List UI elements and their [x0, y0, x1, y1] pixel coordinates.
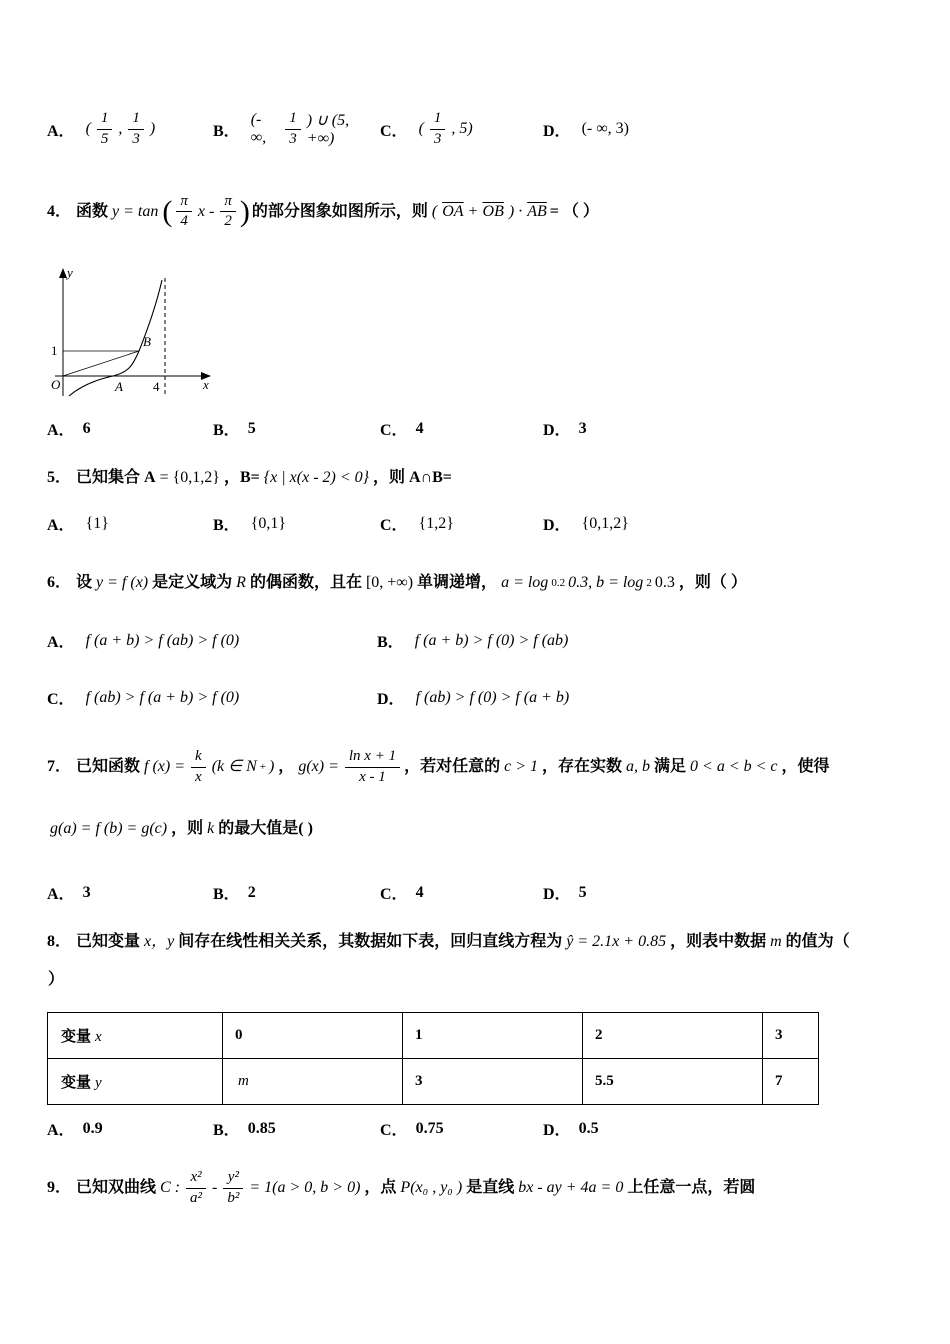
- option-label: D．: [543, 1122, 571, 1139]
- math-seg: ): [268, 758, 275, 775]
- stem-text: 已知双曲线: [76, 1179, 157, 1196]
- stem-text: 满足: [654, 758, 687, 775]
- vector-oa: $\overline{OA}$: [442, 202, 464, 220]
- header-var: y: [95, 1075, 102, 1091]
- cell-value: 0: [235, 1027, 243, 1043]
- q6-option-d: [377, 686, 572, 709]
- math-seg: y = f (x): [96, 574, 149, 591]
- q3-option-b: [213, 109, 380, 149]
- stem-text: 的值为（: [785, 933, 850, 950]
- n-plus-subscript: +: [259, 760, 266, 773]
- fraction-denominator: a²: [190, 1189, 203, 1206]
- answer-blank: = （ ）: [549, 202, 599, 220]
- math-seg: y = tan: [112, 202, 159, 220]
- q4-option-c: [380, 417, 543, 440]
- option-label: C．: [380, 517, 408, 534]
- option-value: {1,2}: [418, 514, 454, 532]
- fraction: [285, 109, 301, 149]
- math-seg: c > 1: [504, 758, 538, 775]
- question-number: 8．: [47, 933, 72, 950]
- q3-option-c: [380, 109, 543, 149]
- option-label: C．: [47, 691, 75, 708]
- option-value: {0,1}: [250, 514, 287, 532]
- math-seg: R: [236, 574, 246, 591]
- table-cell: [223, 1013, 403, 1059]
- stem-text: ，则 A∩B=: [373, 469, 452, 486]
- option-label: D．: [543, 886, 571, 903]
- fraction: [128, 109, 144, 149]
- q7-option-d: [543, 881, 587, 904]
- option-label: B．: [213, 422, 240, 439]
- fraction-denominator: 4: [180, 213, 188, 229]
- log-base-subscript: 2: [646, 576, 652, 589]
- tick-one-label: 1: [51, 343, 58, 358]
- option-label: D．: [543, 122, 571, 140]
- math-seg: (k ∈ N: [211, 758, 257, 775]
- stem-text: ，使得: [781, 758, 830, 775]
- stem-text: 已知集合 A: [76, 469, 156, 486]
- question-7-line-2: [47, 817, 910, 841]
- fraction: [345, 747, 400, 787]
- math-seg: a = log: [501, 574, 549, 591]
- fraction-denominator: 3: [433, 130, 442, 147]
- fraction-numerator: 1: [285, 109, 301, 130]
- math-seg: x -: [197, 202, 215, 220]
- option-label: C．: [380, 422, 408, 439]
- fraction: [220, 192, 236, 232]
- tangent-plot: [47, 264, 217, 402]
- stem-text: ，则（ ）: [678, 574, 747, 591]
- math-seg: f (x) =: [144, 758, 186, 775]
- stem-text: ，存在实数: [542, 758, 623, 775]
- option-value: 3: [578, 419, 587, 437]
- math-seg: (- ∞,: [250, 111, 267, 146]
- fraction: [97, 109, 113, 149]
- table-cell: [763, 1013, 819, 1059]
- stem-text: 上任意一点，若圆: [627, 1179, 756, 1196]
- stem-text: 设: [76, 574, 93, 591]
- point-b-label: B: [143, 334, 151, 349]
- stem-text: ）: [48, 971, 65, 988]
- point-a-label: A: [115, 379, 123, 394]
- q5-option-d: [543, 512, 632, 535]
- math-seg: ,: [118, 120, 123, 137]
- option-value: 0.85: [247, 1119, 276, 1137]
- question-8-line-2: [47, 968, 910, 992]
- math-seg: x，y: [144, 933, 175, 950]
- header-text: 变量: [61, 1075, 92, 1091]
- vector-ob: $\overline{OB}$: [482, 202, 504, 220]
- stem-text: 已知函数: [76, 758, 141, 775]
- question-6-stem: [47, 571, 910, 595]
- option-label: A．: [47, 422, 75, 439]
- math-seg: ) ·: [508, 202, 523, 220]
- question-number: 5．: [47, 469, 72, 486]
- math-seg: bx - ay + 4a = 0: [518, 1179, 624, 1196]
- question-number: 9．: [47, 1179, 72, 1196]
- question-number: 7．: [47, 758, 72, 775]
- stem-text: ，B=: [223, 469, 260, 486]
- fraction-numerator: k: [191, 747, 206, 768]
- option-label: B．: [213, 517, 240, 534]
- header-var: x: [95, 1029, 102, 1045]
- question-8-stem: [47, 930, 910, 954]
- cell-value: 2: [595, 1027, 603, 1043]
- option-label: A．: [47, 1122, 75, 1139]
- option-value: f (a + b) > f (0) > f (ab): [414, 631, 569, 649]
- segment-ob: [63, 351, 139, 376]
- option-label: D．: [377, 691, 405, 708]
- q8-option-d: [543, 1117, 599, 1140]
- q6-options-row-1: [47, 629, 910, 652]
- math-seg: (- ∞, 3): [581, 120, 629, 137]
- stem-text: 是定义域为: [152, 574, 233, 591]
- math-seg: = 1(a > 0, b > 0): [249, 1179, 361, 1196]
- fraction-numerator: y²: [223, 1168, 243, 1189]
- vector-ab: $\overline{AB}$: [527, 202, 547, 220]
- option-value: 0.75: [415, 1119, 444, 1137]
- q4-option-a: [47, 417, 213, 440]
- q7-option-c: [380, 881, 543, 904]
- math-seg: {x | x(x - 2) < 0}: [263, 469, 370, 486]
- q5-options-row: [47, 512, 910, 535]
- q8-options-row: [47, 1117, 910, 1140]
- header-text: 变量: [61, 1029, 92, 1045]
- question-number: 4．: [47, 202, 72, 220]
- cell-value: 7: [775, 1073, 783, 1089]
- q4-option-d: [543, 417, 587, 440]
- option-value: 6: [82, 419, 91, 437]
- fraction-denominator: 3: [289, 130, 297, 147]
- big-paren-right: ): [239, 195, 250, 228]
- stem-text: 已知变量: [76, 933, 141, 950]
- cell-value: m: [238, 1073, 249, 1089]
- fraction: [191, 747, 206, 787]
- math-seg: g(x) =: [298, 758, 339, 775]
- fraction-denominator: 5: [100, 130, 109, 147]
- question-number: 6．: [47, 574, 72, 591]
- math-seg: ): [149, 120, 156, 137]
- fraction-denominator: 3: [132, 130, 140, 147]
- q7-option-a: [47, 881, 213, 904]
- log-base-subscript: 0.2: [551, 576, 566, 589]
- option-value: f (ab) > f (a + b) > f (0): [85, 688, 240, 706]
- option-label: D．: [543, 422, 571, 439]
- table-cell: [763, 1059, 819, 1105]
- big-paren-left: (: [162, 195, 173, 228]
- q3-option-a: [47, 109, 213, 149]
- option-label: C．: [380, 122, 408, 140]
- math-seg: 0.3: [654, 574, 675, 591]
- q5-option-b: [213, 512, 380, 535]
- q5-option-c: [380, 512, 543, 535]
- math-seg: 0.3, b = log: [568, 574, 644, 591]
- stem-text: ，则: [171, 820, 204, 837]
- fraction-denominator: x: [195, 768, 202, 785]
- option-value: 5: [247, 419, 256, 437]
- math-seg: g(a) = f (b) = g(c): [50, 820, 168, 837]
- fraction: [223, 1168, 243, 1208]
- option-value: 2: [247, 883, 256, 901]
- stem-text: 是直线: [466, 1179, 515, 1196]
- table-cell: [583, 1013, 763, 1059]
- option-label: B．: [213, 122, 240, 140]
- stem-text: 间存在线性相关关系，其数据如下表，回归直线方程为: [178, 933, 563, 950]
- stem-text: 的最大值是( ): [218, 820, 313, 837]
- origin-label: O: [51, 377, 61, 392]
- q6-option-b: [377, 629, 571, 652]
- option-label: A．: [47, 634, 75, 651]
- q4-options-row: [47, 417, 910, 440]
- stem-text: ，若对任意的: [404, 758, 501, 775]
- q7-options-row: [47, 881, 910, 904]
- q3-option-d: [543, 118, 632, 141]
- q6-option-a: [47, 629, 377, 652]
- option-label: D．: [543, 517, 571, 534]
- fraction-denominator: x - 1: [359, 768, 386, 785]
- fraction-numerator: π: [220, 192, 236, 213]
- math-seg: (: [431, 202, 438, 220]
- fraction: [176, 192, 192, 232]
- math-seg: (: [85, 120, 91, 137]
- table-header-y: [48, 1059, 223, 1105]
- table-row-x: [48, 1013, 819, 1059]
- option-label: A．: [47, 886, 75, 903]
- q6-option-c: [47, 686, 377, 709]
- stem-text: 的部分图象如图所示，则: [251, 202, 428, 220]
- math-seg: k: [207, 820, 215, 837]
- question-9-stem: [47, 1168, 910, 1208]
- q8-option-c: [380, 1117, 543, 1140]
- cell-value: 3: [775, 1027, 783, 1043]
- fraction: [186, 1168, 206, 1208]
- fraction-numerator: 1: [430, 109, 446, 130]
- stem-text: ，则表中数据: [670, 933, 767, 950]
- table-cell: [403, 1059, 583, 1105]
- y-axis-label: y: [67, 265, 73, 280]
- math-seg: a, b: [626, 758, 651, 775]
- option-value: 5: [578, 883, 587, 901]
- fraction-numerator: 1: [97, 109, 113, 130]
- option-label: B．: [213, 886, 240, 903]
- option-value: {1}: [85, 514, 109, 532]
- y-axis-arrow: [59, 268, 67, 278]
- option-value: 4: [415, 883, 424, 901]
- option-label: A．: [47, 517, 75, 534]
- math-seg: = {0,1,2}: [159, 469, 220, 486]
- fraction-numerator: x²: [186, 1168, 206, 1189]
- stem-text: 函数: [76, 202, 109, 220]
- option-label: C．: [380, 1122, 408, 1139]
- option-value: f (a + b) > f (ab) > f (0): [85, 631, 240, 649]
- q5-option-a: [47, 512, 213, 535]
- table-cell: [403, 1013, 583, 1059]
- option-value: f (ab) > f (0) > f (a + b): [415, 688, 570, 706]
- option-label: B．: [377, 634, 404, 651]
- math-seg: m: [770, 933, 782, 950]
- stem-text: 单调递增，: [417, 574, 498, 591]
- regression-equation: ŷ = 2.1x + 0.85: [566, 933, 667, 950]
- stem-text: 的偶函数，且在: [249, 574, 362, 591]
- option-value: 0.5: [578, 1119, 599, 1137]
- question-7-stem: [47, 747, 910, 787]
- table-cell: [223, 1059, 403, 1105]
- math-seg: ) ∪ (5, +∞): [306, 112, 350, 147]
- fraction-numerator: π: [176, 192, 192, 213]
- data-table: [47, 1012, 819, 1105]
- math-seg: 0 < a < b < c: [690, 758, 778, 775]
- option-value: {0,1,2}: [581, 514, 629, 532]
- q3-options-row: [47, 105, 910, 153]
- stem-text: ，点: [364, 1179, 397, 1196]
- question-5-stem: [47, 466, 910, 490]
- cell-value: 3: [415, 1073, 423, 1089]
- fraction-denominator: 2: [224, 213, 232, 229]
- x-axis-label: x: [203, 377, 209, 392]
- cell-value: 5.5: [595, 1073, 614, 1089]
- math-seg: , 5): [451, 120, 473, 137]
- option-label: C．: [380, 886, 408, 903]
- fraction-numerator: ln x + 1: [345, 747, 400, 768]
- question-4-stem: [47, 189, 910, 234]
- math-seg: P(x₀ , y₀ ): [400, 1179, 463, 1196]
- stem-text: ，: [278, 758, 295, 775]
- math-seg: +: [468, 202, 478, 220]
- q6-options-row-2: [47, 686, 910, 709]
- option-value: 4: [415, 419, 424, 437]
- q4-graph: [47, 264, 910, 407]
- option-label: A．: [47, 122, 75, 140]
- fraction-numerator: 1: [128, 109, 144, 130]
- cell-value: 1: [415, 1027, 423, 1043]
- math-seg: C :: [160, 1179, 181, 1196]
- fraction: [430, 109, 446, 149]
- fraction-denominator: b²: [227, 1189, 240, 1206]
- q4-option-b: [213, 417, 380, 440]
- table-row-y: [48, 1059, 819, 1105]
- q8-option-a: [47, 1117, 213, 1140]
- q7-option-b: [213, 881, 380, 904]
- table-cell: [583, 1059, 763, 1105]
- q8-option-b: [213, 1117, 380, 1140]
- table-header-x: [48, 1013, 223, 1059]
- option-value: 0.9: [82, 1119, 103, 1137]
- math-seg: (: [418, 120, 424, 137]
- option-value: 3: [82, 883, 91, 901]
- tick-four-label: 4: [153, 379, 160, 394]
- option-label: B．: [213, 1122, 240, 1139]
- math-seg: [0, +∞): [365, 574, 414, 591]
- math-seg: -: [212, 1179, 218, 1196]
